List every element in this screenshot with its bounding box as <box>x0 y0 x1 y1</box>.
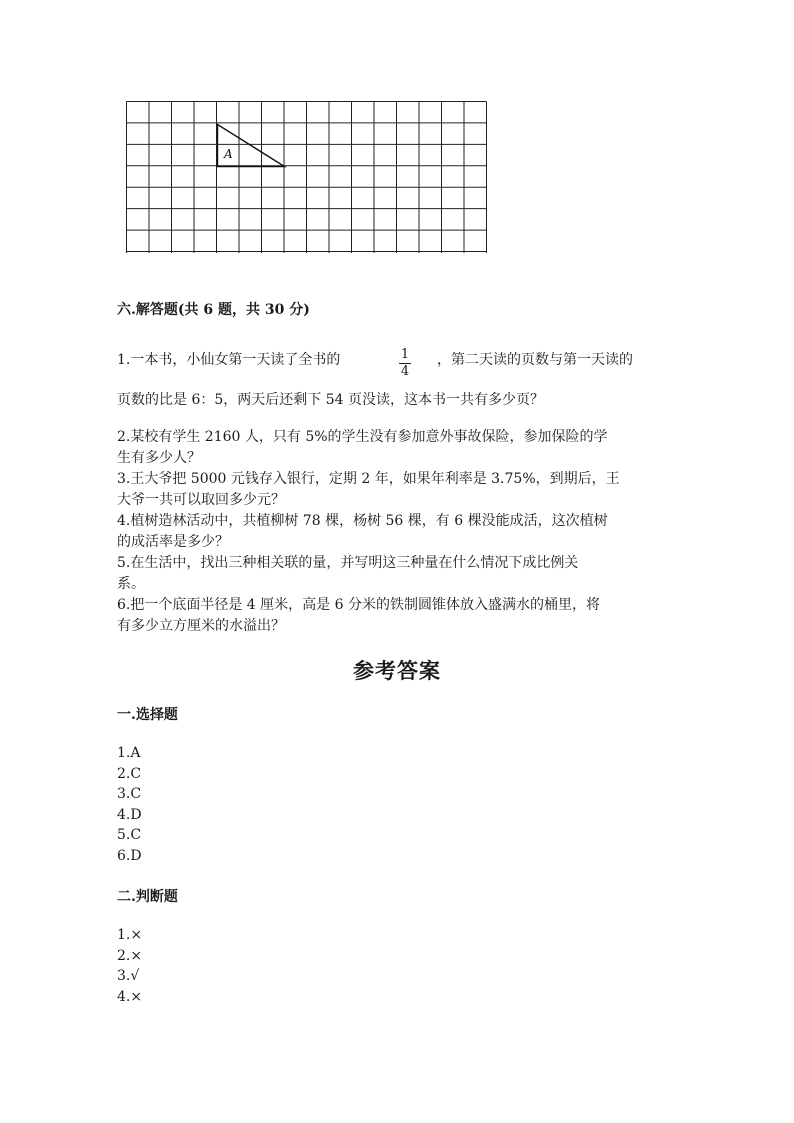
question-6-line-1: 6.把一个底面半径是 4 厘米，高是 6 分米的铁制圆锥体放入盛满水的桶里，将 <box>117 597 600 613</box>
answer-part-2-title: 二.判断题 <box>117 889 178 905</box>
answer-item: 5.C <box>117 827 142 844</box>
question-2-line-1: 2.某校有学生 2160 人，只有 5%的学生没有参加意外事故保险，参加保险的学 <box>117 429 608 445</box>
grid-svg <box>126 101 488 253</box>
answer-part-1-list <box>117 743 142 867</box>
question-4-line-2: 的成活率是多少？ <box>117 534 229 550</box>
question-2-line-2: 生有多少人？ <box>117 450 201 466</box>
answer-item: 1.× <box>117 927 143 943</box>
question-4-line-1: 4.植树造林活动中，共植柳树 78 棵，杨树 56 棵，有 6 棵没能成活，这次植树 <box>117 513 608 529</box>
triangle-a <box>218 125 285 167</box>
answer-part-2-list <box>117 925 142 1007</box>
answer-item: 3.C <box>117 786 142 803</box>
answer-item: 6.D <box>117 847 142 864</box>
answer-item: 2.C <box>117 765 142 782</box>
question-5-line-2: 系。 <box>117 576 145 592</box>
question-5-line-1: 5.在生活中，找出三种相关联的量，并写明这三种量在什么情况下成比例关 <box>117 555 579 571</box>
answer-item: 4.D <box>117 806 142 823</box>
question-3-line-2: 大爷一共可以取回多少元？ <box>117 492 285 508</box>
triangle-a-label: A <box>224 147 233 161</box>
question-1-line-1a: 1.一本书，小仙女第一天读了全书的 <box>117 352 341 368</box>
question-2 <box>117 427 677 637</box>
fraction-denominator: 4 <box>400 364 410 379</box>
question-3-line-1: 3.王大爷把 5000 元钱存入银行，定期 2 年，如果年利率是 3.75%，到期后，王 <box>117 471 620 487</box>
question-1-line-2: 页数的比是 6：5，两天后还剩下 54 页没读，这本书一共有多少页？ <box>117 392 544 408</box>
question-1-line-1b: ，第二天读的页数与第一天读的 <box>437 352 633 368</box>
answer-item: 3.√ <box>117 968 140 985</box>
fraction-numerator: 1 <box>400 347 410 362</box>
answer-item: 4.× <box>117 988 143 1005</box>
fraction-one-quarter <box>399 348 411 379</box>
answer-item: 2.× <box>117 947 143 964</box>
answer-part-1-title: 一.选择题 <box>117 707 178 723</box>
question-6-line-2: 有多少立方厘米的水溢出？ <box>117 618 285 634</box>
section-6-title: 六.解答题(共 6 题，共 30 分) <box>117 302 310 318</box>
grid-figure <box>126 101 488 253</box>
answer-item: 1.A <box>117 745 141 761</box>
answer-key-title: 参考答案 <box>353 658 441 683</box>
